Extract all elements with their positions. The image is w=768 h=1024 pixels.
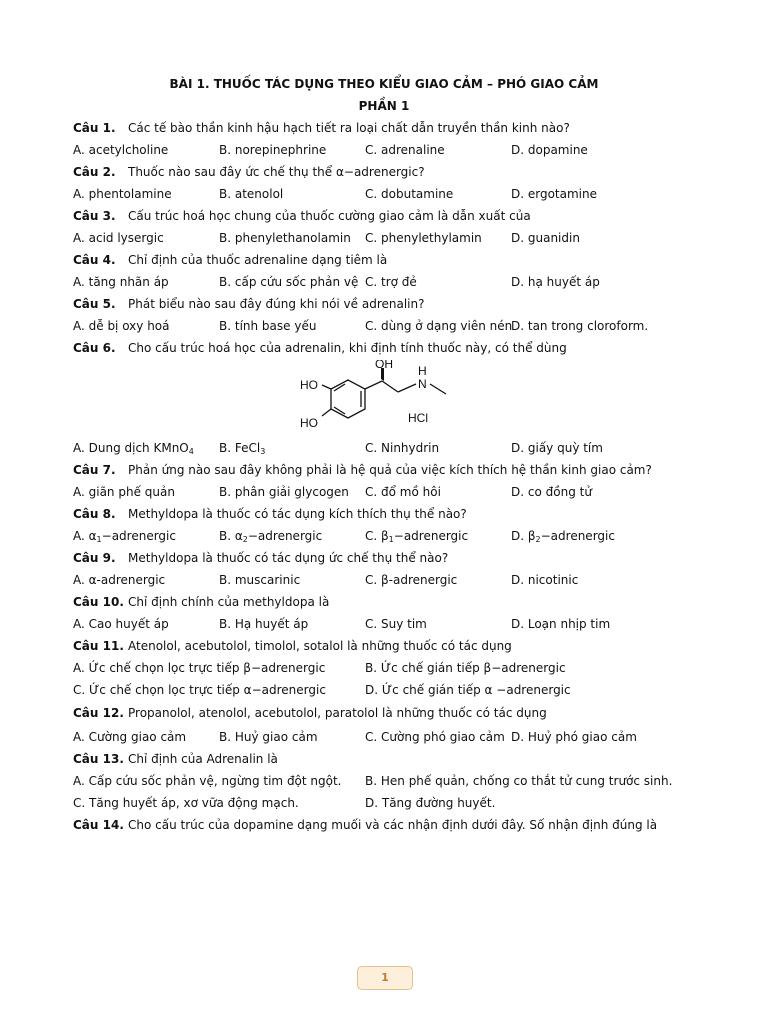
option-d: D. Tăng đường huyết. xyxy=(365,796,496,810)
option-c: C. phenylethylamin xyxy=(365,231,482,245)
question-7 xyxy=(73,460,693,480)
answers-11-ab xyxy=(73,658,693,678)
option-c: C. dobutamine xyxy=(365,187,454,201)
answers-12 xyxy=(73,727,693,747)
question-text: Cho cấu trúc hoá học của adrenalin, khi định tính thuốc này, có thể dùng xyxy=(128,341,567,355)
question-8 xyxy=(73,504,693,524)
question-number: Câu 11. xyxy=(73,639,124,653)
option-b: B. FeCl$_3$ xyxy=(219,441,266,456)
question-5 xyxy=(73,294,693,314)
answers-13-cd xyxy=(73,793,693,813)
option-b: B. muscarinic xyxy=(219,573,301,587)
option-c: C. Ức chế chọn lọc trực tiếp α−adrenergic xyxy=(73,683,326,697)
option-a: A. Cao huyết áp xyxy=(73,617,169,631)
option-d: D. hạ huyết áp xyxy=(511,275,600,289)
question-1 xyxy=(73,118,693,138)
question-number: Câu 8. xyxy=(73,507,116,521)
oh-label: OH xyxy=(375,360,393,371)
question-number: Câu 9. xyxy=(73,551,116,565)
option-a: A. Dung dịch KMnO$_4$ xyxy=(73,441,194,456)
hcl-label: HCl xyxy=(408,411,428,425)
option-b: B. tính base yếu xyxy=(219,319,317,333)
option-d: D. guanidin xyxy=(511,231,580,245)
n-label: N xyxy=(418,377,427,391)
question-4 xyxy=(73,250,693,270)
question-11 xyxy=(73,636,693,656)
option-a: A. Cường giao cảm xyxy=(73,730,187,744)
question-number: Câu 3. xyxy=(73,209,116,223)
option-a: A. acetylcholine xyxy=(73,143,169,157)
question-text: Phát biểu nào sau đây đúng khi nói về adrenalin? xyxy=(128,297,425,311)
question-text: Các tế bào thần kinh hậu hạch tiết ra loại chất dẫn truyền thần kinh nào? xyxy=(128,121,570,135)
question-number: Câu 13. xyxy=(73,752,124,766)
option-a: A. giãn phế quản xyxy=(73,485,175,499)
answers-7 xyxy=(73,482,693,502)
question-2 xyxy=(73,162,693,182)
option-d: D. co đồng tử xyxy=(511,485,592,499)
option-a: A. dễ bị oxy hoá xyxy=(73,319,170,333)
answers-2 xyxy=(73,184,693,204)
option-c: C. Tăng huyết áp, xơ vữa động mạch. xyxy=(73,796,299,810)
option-b: B. atenolol xyxy=(219,187,284,201)
option-a: A. acid lysergic xyxy=(73,231,164,245)
question-number: Câu 2. xyxy=(73,165,116,179)
option-c: C. Cường phó giao cảm xyxy=(365,730,505,744)
option-a: A. Cấp cứu sốc phản vệ, ngừng tim đột ngột. xyxy=(73,774,342,788)
answers-5 xyxy=(73,316,693,336)
option-c: C. Ninhydrin xyxy=(365,441,440,455)
answers-9 xyxy=(73,570,693,590)
question-text: Chỉ định chính của methyldopa là xyxy=(128,595,330,609)
option-d: D. $\beta_2-adrenergic$ xyxy=(511,529,615,544)
answers-8 xyxy=(73,526,693,546)
question-12 xyxy=(73,703,693,723)
option-d: D. tan trong cloroform. xyxy=(511,319,649,333)
option-b: B. norepinephrine xyxy=(219,143,327,157)
answers-4 xyxy=(73,272,693,292)
question-text: Chỉ định của thuốc adrenaline dạng tiêm là xyxy=(128,253,388,267)
question-9 xyxy=(73,548,693,568)
option-a: A. tăng nhãn áp xyxy=(73,275,169,289)
ho-bottom-label: HO xyxy=(300,416,318,430)
question-13 xyxy=(73,749,693,769)
question-text: Cho cấu trúc của dopamine dạng muối và các nhận định dưới đây. Số nhận định đúng là xyxy=(128,818,658,832)
option-a: A. $\alpha_1-adrenergic$ xyxy=(73,529,176,544)
answers-1 xyxy=(73,140,693,160)
option-c: C. adrenaline xyxy=(365,143,445,157)
option-d: D. Huỷ phó giao cảm xyxy=(511,730,637,744)
option-d: D. nicotinic xyxy=(511,573,579,587)
question-text: Propanolol, atenolol, acebutolol, paratolol là những thuốc có tác dụng xyxy=(128,706,547,720)
question-number: Câu 4. xyxy=(73,253,116,267)
question-text: Methyldopa là thuốc có tác dụng ức chế thụ thể nào? xyxy=(128,551,449,565)
question-number: Câu 5. xyxy=(73,297,116,311)
answers-13-ab xyxy=(73,771,693,791)
answers-3 xyxy=(73,228,693,248)
option-d: D. giấy quỳ tím xyxy=(511,441,603,455)
question-text: Atenolol, acebutolol, timolol, sotalol là những thuốc có tác dụng xyxy=(128,639,512,653)
page-number-badge: 1 xyxy=(357,966,413,990)
question-number: Câu 1. xyxy=(73,121,116,135)
option-a: A. phentolamine xyxy=(73,187,172,201)
question-number: Câu 12. xyxy=(73,706,124,720)
option-a: A. α-adrenergic xyxy=(73,573,166,587)
question-number: Câu 10. xyxy=(73,595,124,609)
option-c: C. dùng ở dạng viên nén xyxy=(365,319,513,333)
option-d: D. ergotamine xyxy=(511,187,598,201)
option-b: B. Hen phế quản, chống co thắt tử cung trước sinh. xyxy=(365,774,673,788)
adrenalin-structure xyxy=(300,360,470,438)
question-3 xyxy=(73,206,693,226)
question-text: Chỉ định của Adrenalin là xyxy=(128,752,278,766)
section-title: PHẦN 1 xyxy=(358,99,410,113)
option-b: B. Hạ huyết áp xyxy=(219,617,309,631)
option-b: B. Huỷ giao cảm xyxy=(219,730,318,744)
option-b: B. $\alpha_2-adrenergic$ xyxy=(219,529,323,544)
question-text: Methyldopa là thuốc có tác dụng kích thích thụ thể nào? xyxy=(128,507,467,521)
option-c: C. đổ mồ hôi xyxy=(365,485,441,499)
question-text: Thuốc nào sau đây ức chế thụ thể α−adrenergic? xyxy=(128,165,425,179)
question-number: Câu 14. xyxy=(73,818,124,832)
option-c: C. $\beta_1-adrenergic$ xyxy=(365,529,469,544)
option-c: C. β-adrenergic xyxy=(365,573,458,587)
option-d: D. Loạn nhịp tim xyxy=(511,617,611,631)
answers-10 xyxy=(73,614,693,634)
answers-6 xyxy=(73,438,693,458)
option-d: D. Ức chế gián tiếp α −adrenergic xyxy=(365,683,571,697)
answers-11-cd xyxy=(73,680,693,700)
page-title: BÀI 1. THUỐC TÁC DỤNG THEO KIỂU GIAO CẢM – PHÓ GIAO CẢM xyxy=(169,77,599,91)
option-a: A. Ức chế chọn lọc trực tiếp β−adrenergic xyxy=(73,661,326,675)
option-b: B. phân giải glycogen xyxy=(219,485,349,499)
option-b: B. cấp cứu sốc phản vệ xyxy=(219,275,359,289)
question-text: Cấu trúc hoá học chung của thuốc cường giao cảm là dẫn xuất của xyxy=(128,209,531,223)
question-text: Phản ứng nào sau đây không phải là hệ quả của việc kích thích hệ thần kinh giao cảm? xyxy=(128,463,652,477)
h-label: H xyxy=(418,364,427,378)
question-14 xyxy=(73,815,693,835)
option-c: C. Suy tim xyxy=(365,617,427,631)
option-c: C. trợ đẻ xyxy=(365,275,417,289)
option-d: D. dopamine xyxy=(511,143,588,157)
ho-top-label: HO xyxy=(300,378,318,392)
option-b: B. phenylethanolamin xyxy=(219,231,351,245)
option-b: B. Ức chế gián tiếp β−adrenergic xyxy=(365,661,566,675)
question-number: Câu 7. xyxy=(73,463,116,477)
question-number: Câu 6. xyxy=(73,341,116,355)
question-10 xyxy=(73,592,693,612)
question-6 xyxy=(73,338,693,358)
